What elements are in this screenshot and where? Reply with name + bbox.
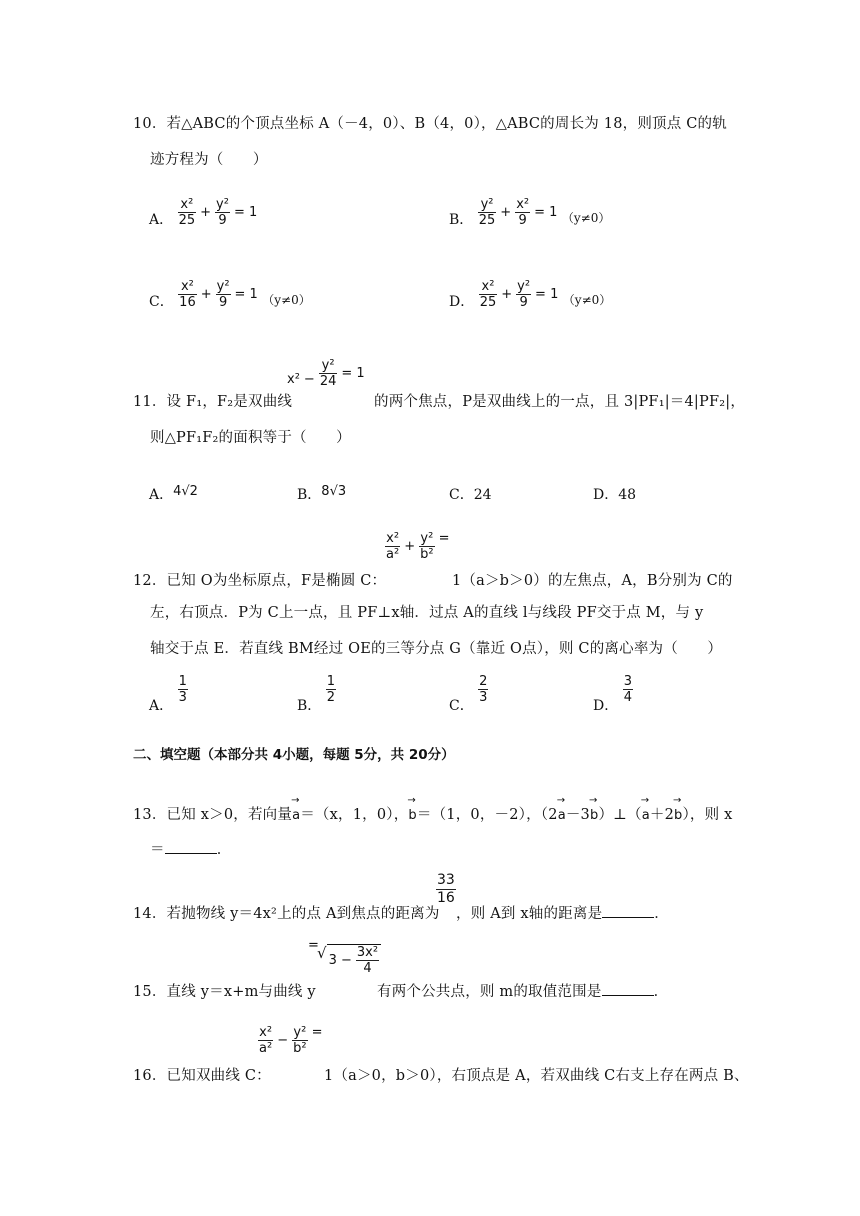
fraction: $\frac{\text{y²}}{9}$ [216, 197, 229, 228]
q12-ellipse-equation: $\frac{\text{x²}}{\text{a²}}$ + $\frac{\text{y²}}{\text{b²}}$ = [386, 531, 450, 562]
q13-line2: ＝ ． [150, 838, 231, 859]
q12-option-b: B． $\frac{1}{2}$ [297, 674, 336, 714]
option-condition: （y≠0） [561, 211, 611, 225]
q11-line2: 则△PF₁F₂的面积等于（ ） [150, 430, 351, 446]
q10-line2: 迹方程为（ ） [150, 152, 268, 168]
q11-pre: 11．设 F₁，F₂是双曲线 [133, 394, 293, 410]
option-label: B． [449, 212, 474, 228]
q11-option-d: D．48 [593, 487, 637, 503]
q16-post: 1（a＞0，b＞0），右顶点是 A，若双曲线 C右支上存在两点 B、 [324, 1068, 749, 1084]
q16-hyperbola-equation: $\frac{\text{x²}}{\text{a²}}$ − $\frac{\text{y²}}{\text{b²}}$ = [259, 1025, 323, 1056]
answer-blank [602, 981, 654, 996]
option-condition: （y≠0） [562, 293, 612, 307]
q15-equals: = [308, 938, 319, 953]
answer-blank [602, 903, 654, 918]
q11-hyperbola-equation: x² − $\frac{\text{y²}}{24}$ = 1 [287, 358, 365, 389]
q12-option-c: C． $\frac{2}{3}$ [449, 674, 488, 714]
option-condition: （y≠0） [262, 293, 311, 307]
ellipse-equation: $\frac{\text{x²}}{25}$ + $\frac{\text{y²}}{9}$ = 1 [479, 279, 559, 310]
fraction: $\frac{\text{x²}}{25}$ [178, 197, 196, 228]
q11-post: 的两个焦点，P是双曲线上的一点，且 3|PF₁|＝4|PF₂|， [374, 394, 746, 410]
q11-option-b: B．8√3 [297, 484, 347, 503]
q10-line1: 10．若△ABC的个顶点坐标 A（－4，0）、B（4，0），△ABC的周长为 18，则顶点 C的轨 [133, 116, 727, 132]
option-label: A． [149, 212, 174, 228]
ellipse-equation: $\frac{\text{y²}}{25}$ + $\frac{\text{x²}}{9}$ = 1 [478, 197, 558, 228]
q12-line1-pre: 12．已知 O为坐标原点，F是椭圆 C： [133, 573, 387, 589]
q12-option-d: D． $\frac{3}{4}$ [593, 674, 632, 714]
q13-line1: 13．已知 x＞0，若向量→ a＝（x，1，0），→ b＝（1，0，－2），（2→ a－3→ b）⊥（→ a＋2→ b），则 x [133, 803, 733, 824]
q11-option-c: C．24 [449, 487, 492, 503]
q14-fraction: $\frac{33}{16}$ [437, 872, 455, 906]
q10-option-d [449, 275, 611, 310]
vector-b: → b [408, 808, 416, 823]
vector-a: → a [292, 808, 300, 823]
q11-option-a: A．4√2 [149, 484, 198, 503]
q10-option-c [149, 275, 311, 310]
q10-option-b [449, 193, 610, 228]
q15-radical: √ 3 − $\frac{\text{3x²}}{4}$ [317, 944, 381, 976]
q12-line3: 轴交于点 E．若直线 BM经过 OE的三等分点 G（靠近 O点），则 C的离心率为（ ） [150, 641, 723, 657]
q15-post: 有两个公共点，则 m的取值范围是 ． [377, 980, 668, 1001]
q12-line1-post: 1（a＞b＞0）的左焦点，A，B分别为 C的 [452, 573, 733, 589]
ellipse-equation: $\frac{\text{x²}}{16}$ + $\frac{\text{y²}}{9}$ = 1 [179, 279, 258, 310]
option-label: D． [449, 294, 475, 310]
ellipse-equation: $\frac{\text{x²}}{25}$ + $\frac{\text{y²}}{9}$ = 1 [178, 197, 258, 228]
answer-blank [165, 839, 217, 854]
q14-pre: 14．若抛物线 y＝4x²上的点 A到焦点的距离为 [133, 906, 440, 922]
q16-pre: 16．已知双曲线 C： [133, 1068, 271, 1084]
q12-line2: 左，右顶点．P为 C上一点，且 PF⊥x轴．过点 A的直线 l与线段 PF交于点 M，与 y [150, 605, 704, 621]
section-heading: 二、填空题（本部分共 4小题，每题 5分，共 20分） [133, 747, 455, 763]
q14-post: ，则 A到 x轴的距离是 ． [456, 902, 669, 923]
q10-option-a [149, 193, 257, 228]
q15-pre: 15．直线 y＝x+m与曲线 y [133, 984, 316, 1000]
q12-option-a: A． $\frac{1}{3}$ [149, 674, 187, 714]
option-label: C． [149, 294, 174, 310]
